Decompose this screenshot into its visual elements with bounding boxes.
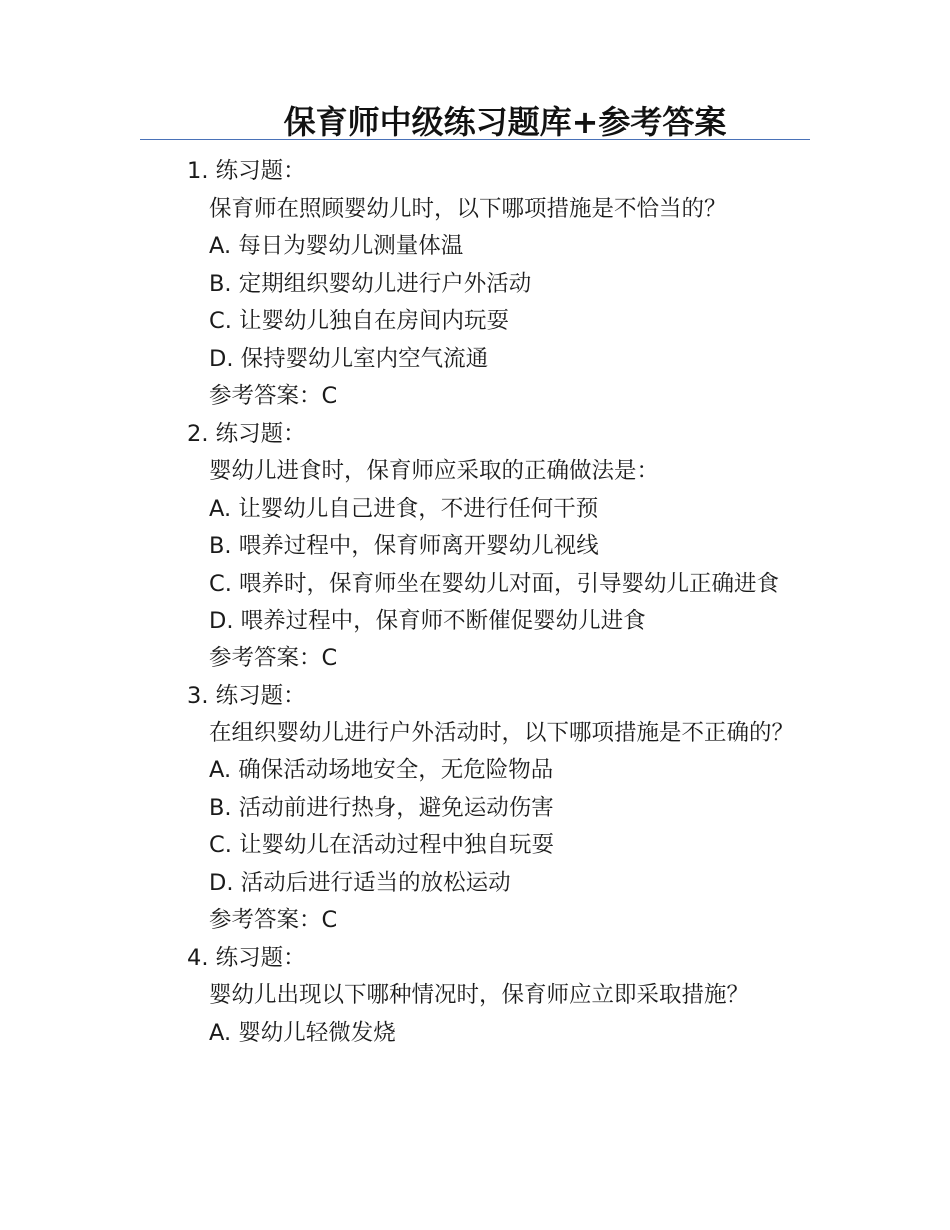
question-stem: 婴幼儿出现以下哪种情况时，保育师应立即采取措施？ — [209, 982, 750, 1008]
option-b: B. 喂养过程中，保育师离开婴幼儿视线 — [209, 533, 599, 559]
question-number: 1. 练习题： — [187, 158, 306, 184]
question-number: 3. 练习题： — [187, 682, 306, 709]
question-stem: 婴幼儿进食时，保育师应采取的正确做法是： — [209, 458, 660, 484]
question-number: 4. 练习题： — [187, 944, 306, 971]
option-a: A. 确保活动场地安全，无危险物品 — [209, 757, 554, 783]
title-underline — [140, 139, 810, 140]
option-a: A. 每日为婴幼儿测量体温 — [209, 233, 464, 259]
option-d: D. 活动后进行适当的放松运动 — [209, 869, 511, 896]
option-d: D. 保持婴幼儿室内空气流通 — [209, 345, 489, 372]
option-b: B. 活动前进行热身，避免运动伤害 — [209, 794, 554, 821]
option-c: C. 喂养时，保育师坐在婴幼儿对面，引导婴幼儿正确进食 — [209, 570, 780, 597]
option-c: C. 让婴幼儿在活动过程中独自玩耍 — [209, 832, 555, 858]
answer: 参考答案：C — [209, 383, 338, 409]
option-c: C. 让婴幼儿独自在房间内玩耍 — [209, 308, 510, 334]
option-a: A. 让婴幼儿自己进食，不进行任何干预 — [209, 495, 599, 522]
question-stem: 保育师在照顾婴幼儿时，以下哪项措施是不恰当的？ — [209, 195, 727, 222]
option-a: A. 婴幼儿轻微发烧 — [209, 1019, 396, 1046]
option-b: B. 定期组织婴幼儿进行户外活动 — [209, 270, 532, 297]
option-d: D. 喂养过程中，保育师不断催促婴幼儿进食 — [209, 607, 646, 634]
answer: 参考答案：C — [209, 907, 338, 933]
question-number: 2. 练习题： — [187, 420, 306, 447]
question-list — [140, 153, 810, 1052]
answer: 参考答案：C — [209, 645, 338, 671]
question-stem: 在组织婴幼儿进行户外活动时，以下哪项措施是不正确的？ — [209, 720, 795, 746]
document-title: 保育师中级练习题库+参考答案 — [283, 103, 727, 141]
